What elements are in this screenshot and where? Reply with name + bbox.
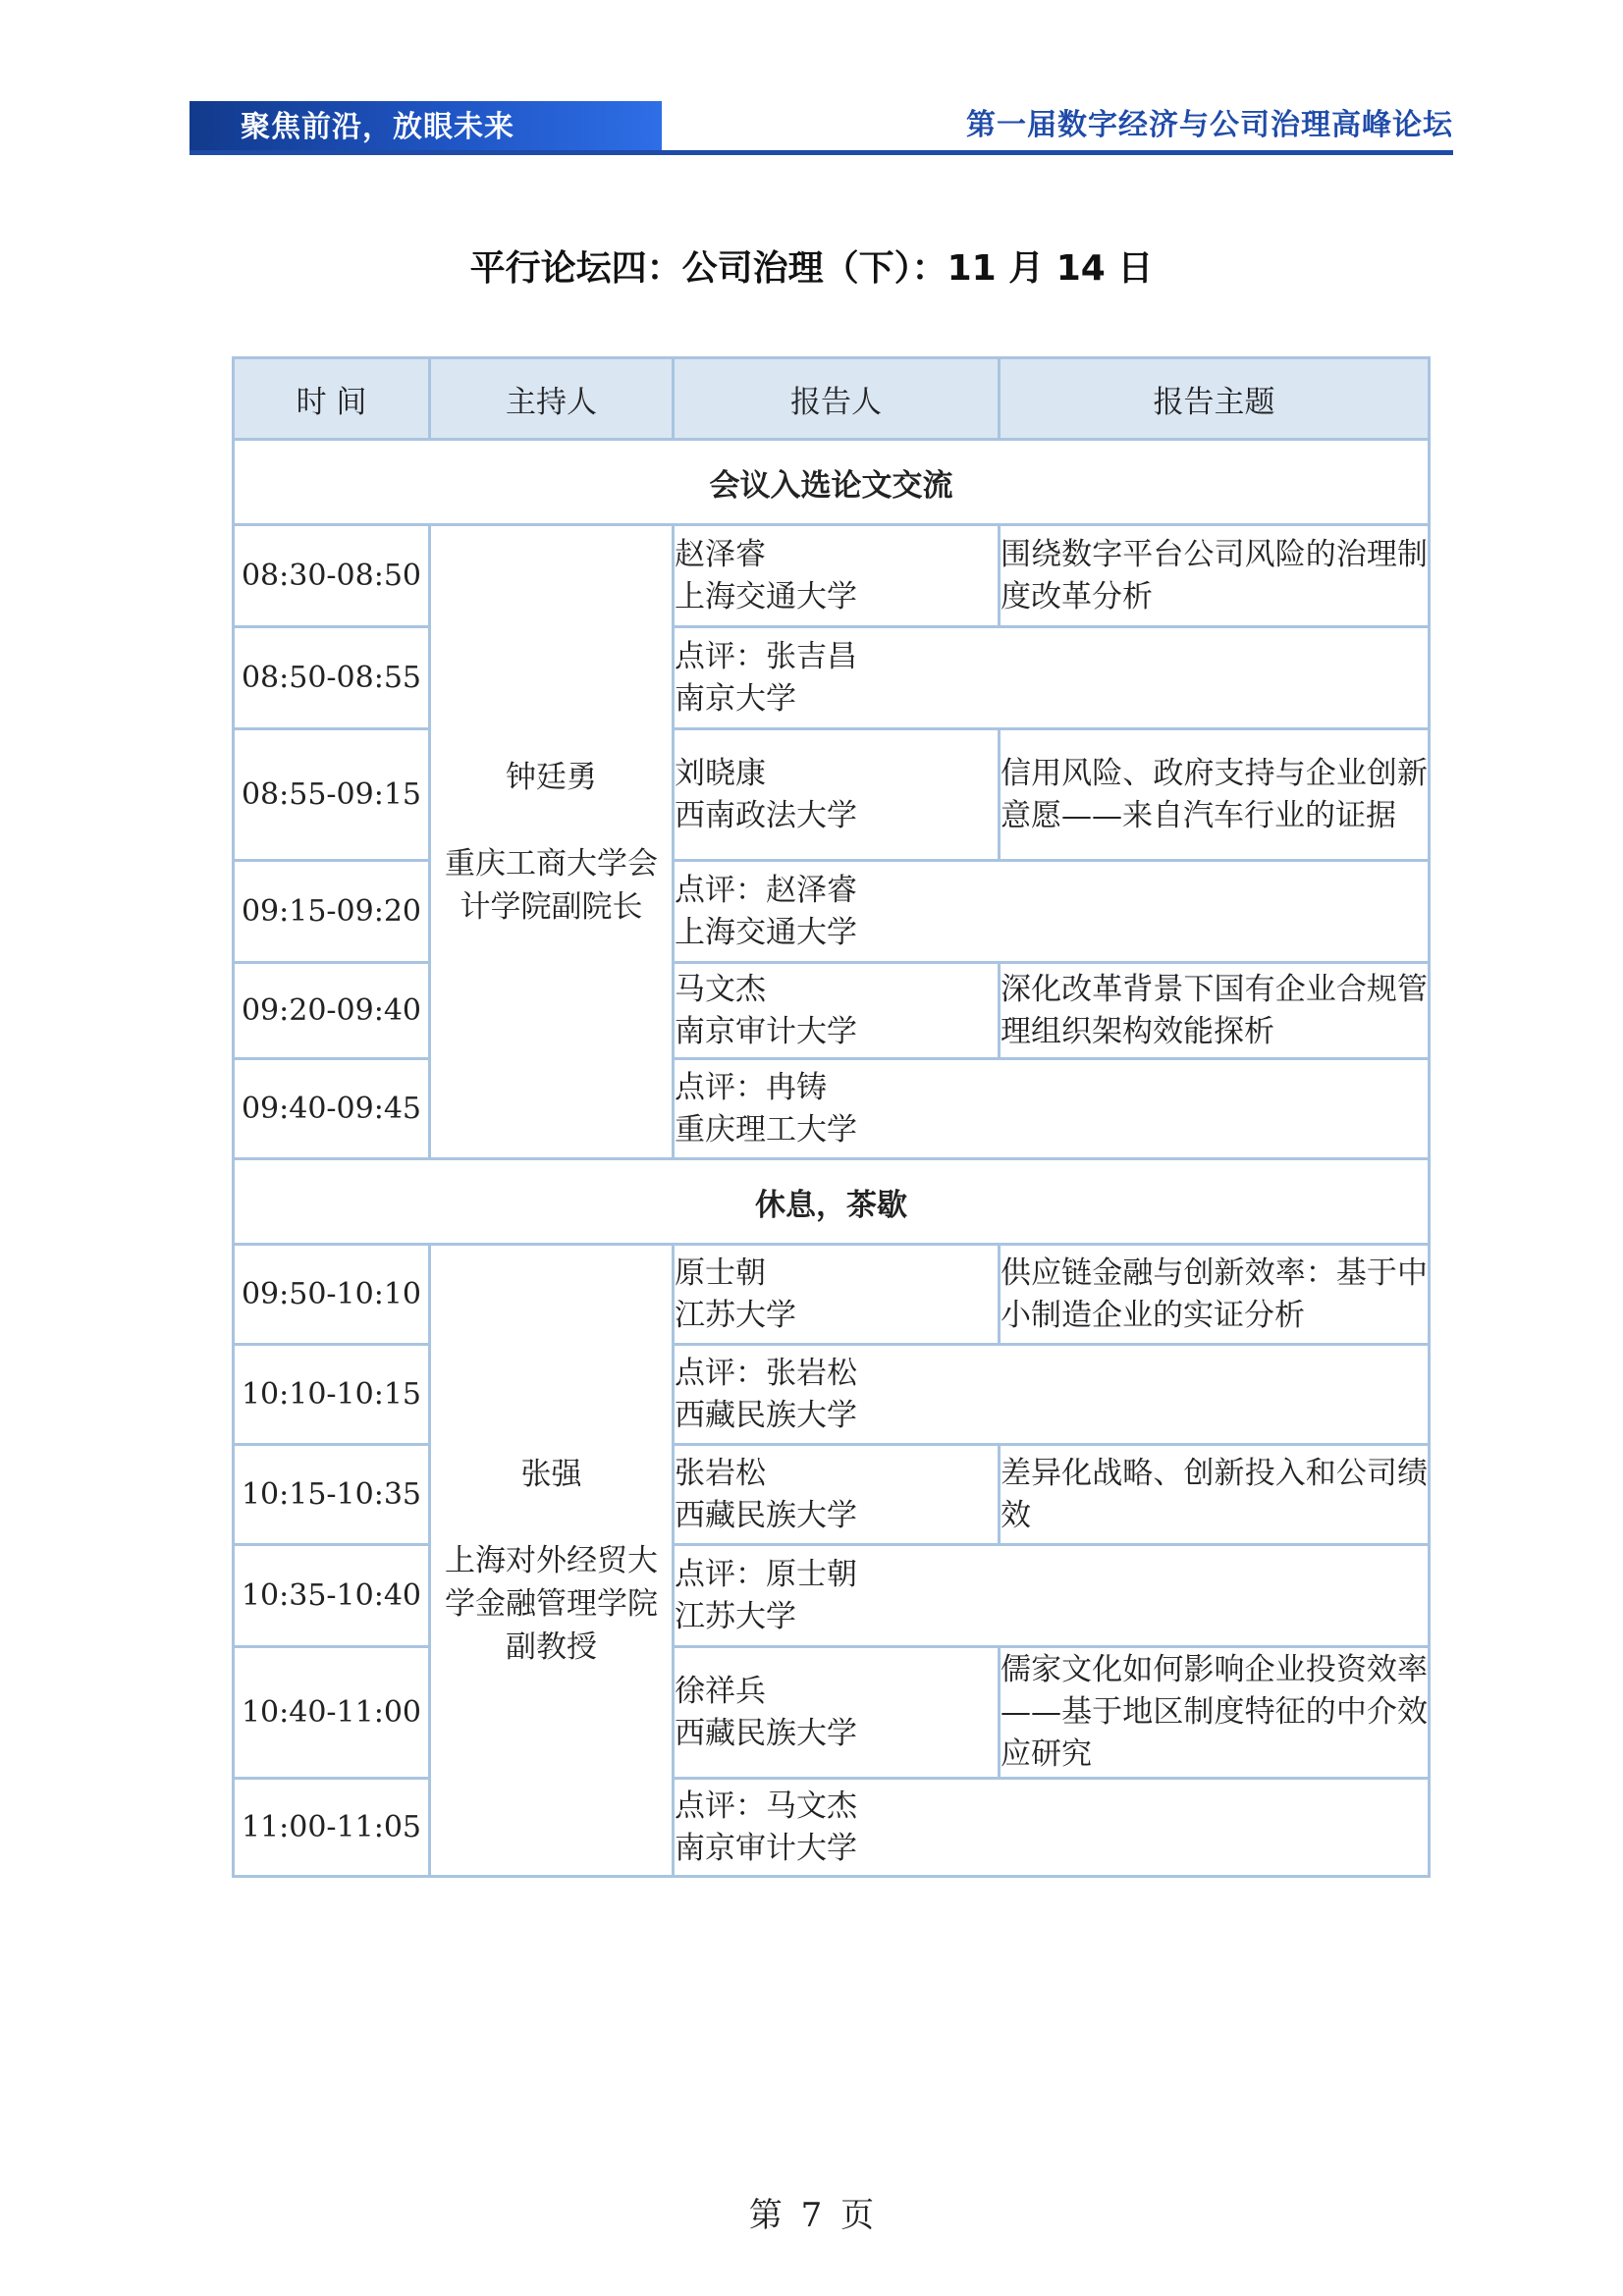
comment-cell [674,1345,1430,1445]
commenter-affiliation: 江苏大学 [675,1598,796,1634]
table-row [234,963,1430,1059]
host-name: 张强 [520,1456,582,1492]
commenter-affiliation: 西藏民族大学 [675,1397,857,1433]
time-cell: 09:40-09:45 [234,1059,430,1159]
commenter-affiliation: 南京大学 [675,680,796,717]
topic-cell: 差异化战略、创新投入和公司绩效 [1000,1445,1430,1545]
topic-cell: 围绕数字平台公司风险的治理制度改革分析 [1000,525,1430,627]
page-number: 第 7 页 [748,2196,875,2235]
header-host: 主持人 [430,358,674,440]
comment-cell [674,1059,1430,1159]
topic-cell: 深化改革背景下国有企业合规管理组织架构效能探析 [1000,963,1430,1059]
comment-cell [674,1779,1430,1877]
time-cell: 08:50-08:55 [234,627,430,729]
comment-cell [674,861,1430,963]
time-cell: 10:15-10:35 [234,1445,430,1545]
comment-cell [674,627,1430,729]
header-banner: 聚焦前沿，放眼未来 [189,101,662,154]
table-row [234,1245,1430,1345]
time-cell: 08:55-09:15 [234,729,430,861]
section-row [234,1159,1430,1245]
schedule-table [232,356,1431,1878]
table-row [234,627,1430,729]
host-affiliation: 上海对外经贸大学金融管理学院副教授 [445,1542,658,1665]
header-speaker: 报告人 [674,358,1000,440]
speaker-cell [674,1445,1000,1545]
commenter-name: 点评：马文杰 [675,1788,857,1824]
table-row [234,1445,1430,1545]
commenter-name: 点评：张岩松 [675,1355,857,1391]
time-cell: 09:20-09:40 [234,963,430,1059]
time-cell: 10:35-10:40 [234,1545,430,1647]
commenter-name: 点评：张吉昌 [675,638,857,674]
table-row [234,1779,1430,1877]
speaker-cell [674,729,1000,861]
topic-cell: 儒家文化如何影响企业投资效率——基于地区制度特征的中介效应研究 [1000,1647,1430,1779]
topic-cell: 供应链金融与创新效率：基于中小制造企业的实证分析 [1000,1245,1430,1345]
table-header-row [234,358,1430,440]
table-row [234,1059,1430,1159]
comment-cell [674,1545,1430,1647]
header-topic: 报告主题 [1000,358,1430,440]
host-name: 钟廷勇 [506,759,597,795]
time-cell: 10:10-10:15 [234,1345,430,1445]
speaker-affiliation: 西藏民族大学 [675,1497,857,1533]
commenter-name: 点评：冉铸 [675,1069,827,1105]
section-title: 休息，茶歇 [234,1159,1430,1245]
speaker-cell [674,963,1000,1059]
commenter-affiliation: 重庆理工大学 [675,1111,857,1148]
table-row [234,861,1430,963]
time-cell: 10:40-11:00 [234,1647,430,1779]
section-row [234,440,1430,525]
speaker-name: 徐祥兵 [675,1673,766,1709]
header-divider [189,150,1453,155]
speaker-name: 原士朝 [675,1255,766,1291]
speaker-cell [674,525,1000,627]
speaker-name: 张岩松 [675,1455,766,1491]
speaker-cell [674,1647,1000,1779]
speaker-cell [674,1245,1000,1345]
table-row [234,1345,1430,1445]
time-cell: 09:50-10:10 [234,1245,430,1345]
speaker-name: 马文杰 [675,971,766,1007]
time-cell: 11:00-11:05 [234,1779,430,1877]
page-title: 平行论坛四：公司治理（下）：11 月 14 日 [469,248,1154,289]
speaker-affiliation: 南京审计大学 [675,1013,857,1049]
topic-cell: 信用风险、政府支持与企业创新意愿——来自汽车行业的证据 [1000,729,1430,861]
table-row [234,1647,1430,1779]
host-affiliation: 重庆工商大学会计学院副院长 [445,845,658,925]
speaker-affiliation: 上海交通大学 [675,578,857,614]
commenter-name: 点评：赵泽睿 [675,872,857,908]
commenter-affiliation: 南京审计大学 [675,1830,857,1866]
commenter-affiliation: 上海交通大学 [675,914,857,950]
speaker-name: 刘晓康 [675,755,766,791]
host-cell [430,525,674,1159]
section-title: 会议入选论文交流 [234,440,1430,525]
time-cell: 09:15-09:20 [234,861,430,963]
time-cell: 08:30-08:50 [234,525,430,627]
commenter-name: 点评：原士朝 [675,1556,857,1592]
table-row [234,525,1430,627]
forum-title: 第一届数字经济与公司治理高峰论坛 [966,108,1453,142]
table-row [234,729,1430,861]
speaker-affiliation: 西南政法大学 [675,797,857,833]
header-time: 时 间 [234,358,430,440]
table-row [234,1545,1430,1647]
speaker-affiliation: 江苏大学 [675,1297,796,1333]
speaker-affiliation: 西藏民族大学 [675,1715,857,1751]
speaker-name: 赵泽睿 [675,536,766,572]
host-cell [430,1245,674,1877]
